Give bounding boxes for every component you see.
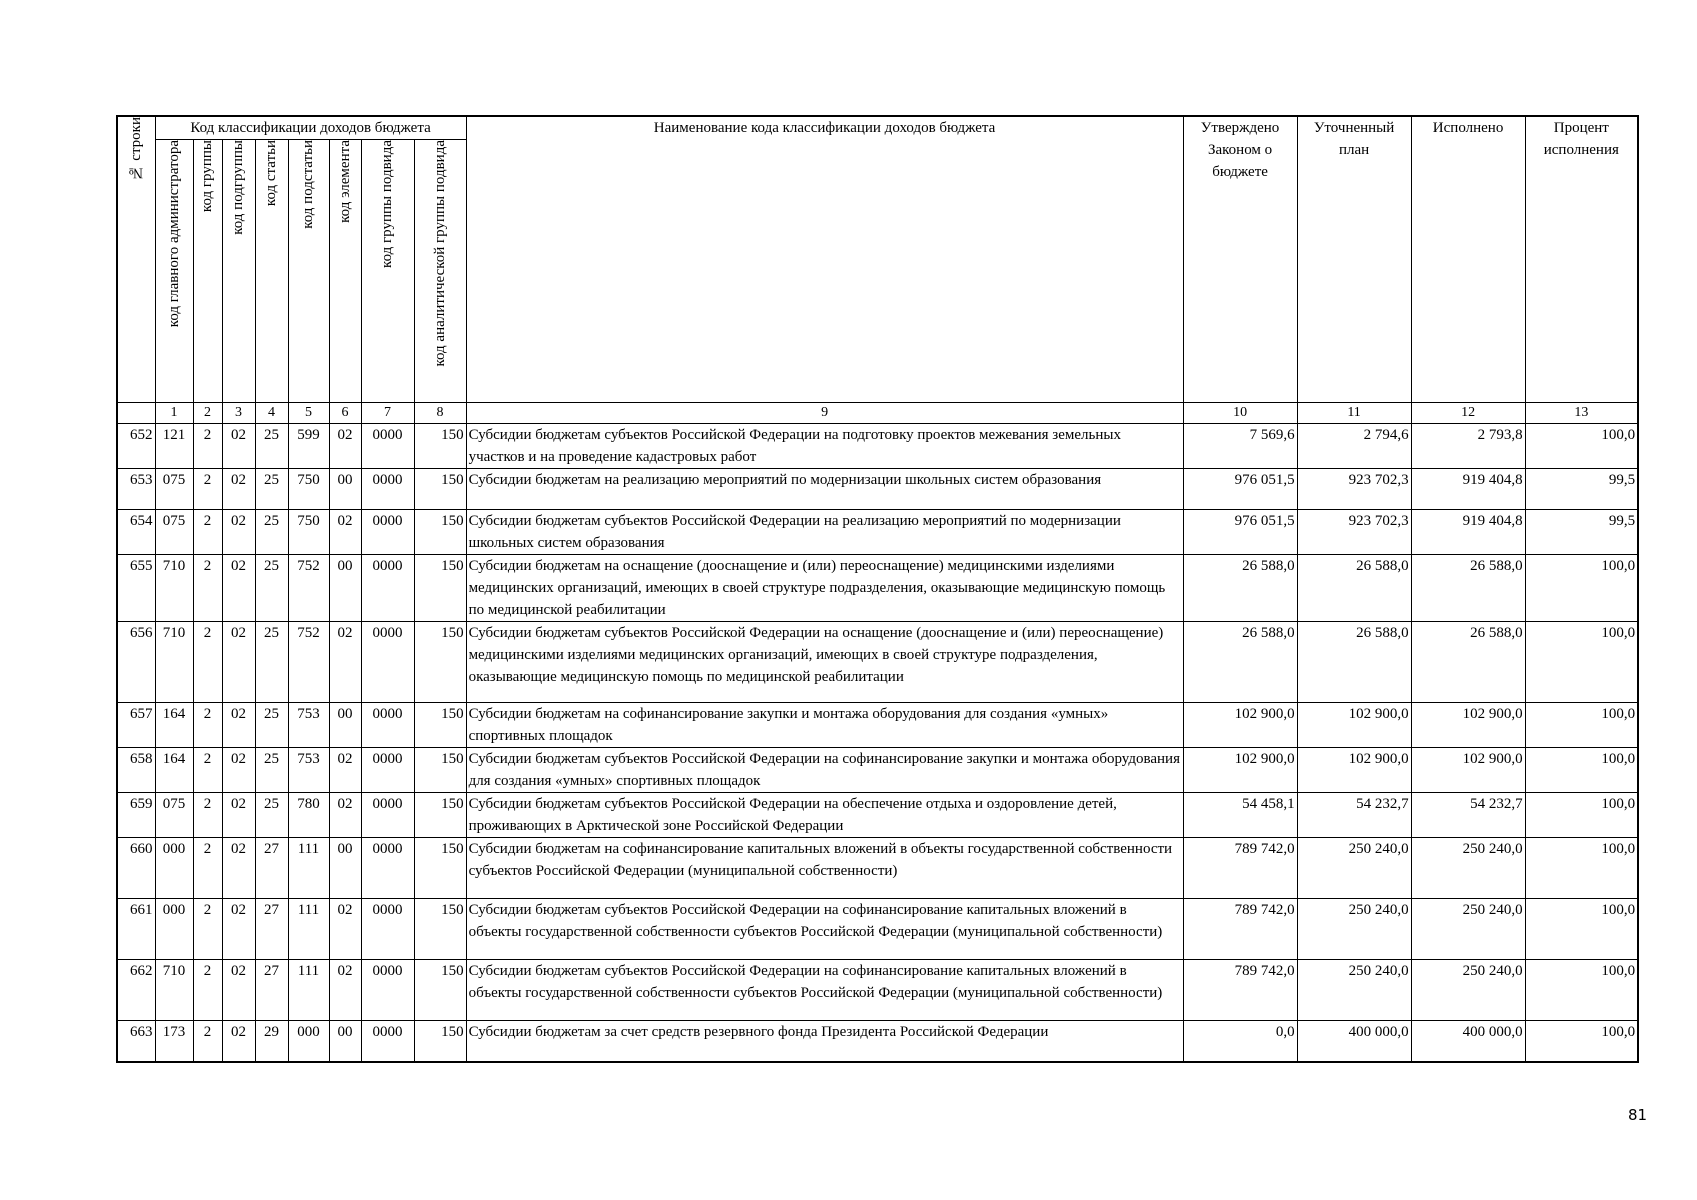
executed-amount: 102 900,0 (1411, 748, 1525, 793)
code-group: 2 (193, 424, 222, 469)
row-number: 663 (117, 1021, 155, 1062)
refined-amount: 250 240,0 (1297, 838, 1411, 899)
row-number: 658 (117, 748, 155, 793)
header-code-analytic-group (414, 140, 466, 403)
refined-amount: 250 240,0 (1297, 960, 1411, 1021)
code-article: 25 (255, 703, 288, 748)
table-row (117, 748, 1638, 793)
header-refined-plan: Уточненный план (1297, 116, 1411, 403)
code-subgroup: 02 (222, 1021, 255, 1062)
code-admin: 121 (155, 424, 193, 469)
code-element: 02 (329, 960, 361, 1021)
code-article: 27 (255, 838, 288, 899)
revenue-name: Субсидии бюджетам субъектов Российской Федерации на подготовку проектов межевания земельных участков и на проведение кадастровых работ (466, 424, 1183, 469)
row-number: 659 (117, 793, 155, 838)
table-body (117, 403, 1638, 1062)
code-admin: 164 (155, 748, 193, 793)
column-number: 13 (1525, 403, 1638, 424)
code-analytic-group: 150 (414, 748, 466, 793)
table-row (117, 838, 1638, 899)
code-admin: 000 (155, 838, 193, 899)
approved-amount: 26 588,0 (1183, 622, 1297, 703)
column-number: 11 (1297, 403, 1411, 424)
code-article: 25 (255, 469, 288, 510)
code-article: 25 (255, 424, 288, 469)
header-code-subgroup (222, 140, 255, 403)
code-analytic-group: 150 (414, 469, 466, 510)
code-subtype-group: 0000 (361, 424, 414, 469)
code-element: 02 (329, 748, 361, 793)
code-admin: 075 (155, 469, 193, 510)
code-analytic-group: 150 (414, 424, 466, 469)
code-analytic-group: 150 (414, 899, 466, 960)
revenue-name: Субсидии бюджетам субъектов Российской Федерации на обеспечение отдыха и оздоровление детей, проживающих в Арктической зоне Российской Федерации (466, 793, 1183, 838)
row-number: 660 (117, 838, 155, 899)
executed-amount: 250 240,0 (1411, 960, 1525, 1021)
header-row-number (117, 116, 155, 403)
column-number: 12 (1411, 403, 1525, 424)
code-group: 2 (193, 555, 222, 622)
approved-amount: 26 588,0 (1183, 555, 1297, 622)
executed-amount: 919 404,8 (1411, 469, 1525, 510)
code-analytic-group: 150 (414, 555, 466, 622)
column-number: 7 (361, 403, 414, 424)
code-subarticle: 752 (288, 622, 329, 703)
code-subarticle: 780 (288, 793, 329, 838)
approved-amount: 789 742,0 (1183, 899, 1297, 960)
header-code-subtype-group-label: код группы подвида (379, 140, 395, 268)
header-code-element (329, 140, 361, 403)
table-row (117, 555, 1638, 622)
code-article: 27 (255, 960, 288, 1021)
approved-amount: 0,0 (1183, 1021, 1297, 1062)
column-number: 1 (155, 403, 193, 424)
column-number: 3 (222, 403, 255, 424)
code-element: 02 (329, 899, 361, 960)
refined-amount: 250 240,0 (1297, 899, 1411, 960)
code-subtype-group: 0000 (361, 960, 414, 1021)
header-approved: Утверждено Законом о бюджете (1183, 116, 1297, 403)
row-number: 653 (117, 469, 155, 510)
code-subtype-group: 0000 (361, 703, 414, 748)
code-article: 25 (255, 748, 288, 793)
table-row (117, 703, 1638, 748)
header-executed: Исполнено (1411, 116, 1525, 403)
percent-executed: 100,0 (1525, 703, 1638, 748)
code-article: 25 (255, 793, 288, 838)
refined-amount: 923 702,3 (1297, 510, 1411, 555)
code-admin: 075 (155, 793, 193, 838)
header-name-column: Наименование кода классификации доходов бюджета (466, 116, 1183, 403)
code-subarticle: 599 (288, 424, 329, 469)
revenue-name: Субсидии бюджетам субъектов Российской Федерации на софинансирование капитальных вложений в объекты государственной собственности субъектов Российской Федерации (муниципальной собственности) (466, 899, 1183, 960)
revenue-name: Субсидии бюджетам субъектов Российской Федерации на софинансирование закупки и монтажа оборудования для создания «умных» спортивных площадок (466, 748, 1183, 793)
code-subtype-group: 0000 (361, 510, 414, 555)
code-group: 2 (193, 838, 222, 899)
table-row (117, 960, 1638, 1021)
code-subgroup: 02 (222, 469, 255, 510)
refined-amount: 26 588,0 (1297, 555, 1411, 622)
row-number: 655 (117, 555, 155, 622)
code-subtype-group: 0000 (361, 793, 414, 838)
executed-amount: 400 000,0 (1411, 1021, 1525, 1062)
header-code-subtype-group (361, 140, 414, 403)
row-number: 652 (117, 424, 155, 469)
code-element: 00 (329, 703, 361, 748)
header-code-element-label: код элемента (336, 140, 353, 223)
code-analytic-group: 150 (414, 960, 466, 1021)
column-number: 2 (193, 403, 222, 424)
header-code-article (255, 140, 288, 403)
code-admin: 000 (155, 899, 193, 960)
code-admin: 075 (155, 510, 193, 555)
table-row (117, 510, 1638, 555)
code-element: 02 (329, 424, 361, 469)
code-group: 2 (193, 469, 222, 510)
table-row (117, 424, 1638, 469)
table-row (117, 1021, 1638, 1062)
code-element: 00 (329, 1021, 361, 1062)
code-subgroup: 02 (222, 555, 255, 622)
code-admin: 173 (155, 1021, 193, 1062)
refined-amount: 26 588,0 (1297, 622, 1411, 703)
code-subtype-group: 0000 (361, 838, 414, 899)
executed-amount: 250 240,0 (1411, 838, 1525, 899)
percent-executed: 100,0 (1525, 899, 1638, 960)
revenue-name: Субсидии бюджетам субъектов Российской Федерации на софинансирование капитальных вложений в объекты государственной собственности субъектов Российской Федерации (муниципальной собственности) (466, 960, 1183, 1021)
code-article: 25 (255, 622, 288, 703)
revenue-name: Субсидии бюджетам за счет средств резервного фонда Президента Российской Федерации (466, 1021, 1183, 1062)
code-group: 2 (193, 622, 222, 703)
code-group: 2 (193, 703, 222, 748)
revenue-name: Субсидии бюджетам на софинансирование капитальных вложений в объекты государственной собственности субъектов Российской Федерации (муниципальной собственности) (466, 838, 1183, 899)
code-group: 2 (193, 1021, 222, 1062)
header-percent: Процент исполнения (1525, 116, 1638, 403)
code-subarticle: 752 (288, 555, 329, 622)
code-analytic-group: 150 (414, 838, 466, 899)
code-element: 00 (329, 838, 361, 899)
code-element: 02 (329, 510, 361, 555)
column-number: 10 (1183, 403, 1297, 424)
header-code-subgroup-label: код подгруппы (230, 140, 246, 235)
percent-executed: 100,0 (1525, 622, 1638, 703)
executed-amount: 250 240,0 (1411, 899, 1525, 960)
code-subarticle: 000 (288, 1021, 329, 1062)
code-subtype-group: 0000 (361, 748, 414, 793)
code-element: 02 (329, 793, 361, 838)
code-group: 2 (193, 899, 222, 960)
code-element: 00 (329, 555, 361, 622)
refined-amount: 54 232,7 (1297, 793, 1411, 838)
column-number: 6 (329, 403, 361, 424)
code-subgroup: 02 (222, 510, 255, 555)
refined-amount: 2 794,6 (1297, 424, 1411, 469)
code-subarticle: 750 (288, 510, 329, 555)
code-article: 27 (255, 899, 288, 960)
header-code-admin (155, 140, 193, 403)
code-group: 2 (193, 510, 222, 555)
approved-amount: 7 569,6 (1183, 424, 1297, 469)
table-row (117, 899, 1638, 960)
row-number: 656 (117, 622, 155, 703)
percent-executed: 100,0 (1525, 1021, 1638, 1062)
table-row (117, 793, 1638, 838)
code-subgroup: 02 (222, 622, 255, 703)
code-analytic-group: 150 (414, 793, 466, 838)
revenue-name: Субсидии бюджетам на оснащение (дооснащение и (или) переоснащение) медицинскими изделиями медицинских организаций, имеющих в своей структуре подразделения, оказывающие медицинскую помощь по медицинской реабилитации (466, 555, 1183, 622)
approved-amount: 976 051,5 (1183, 510, 1297, 555)
code-admin: 164 (155, 703, 193, 748)
executed-amount: 26 588,0 (1411, 555, 1525, 622)
executed-amount: 26 588,0 (1411, 622, 1525, 703)
revenue-name: Субсидии бюджетам на реализацию мероприятий по модернизации школьных систем образования (466, 469, 1183, 510)
code-subtype-group: 0000 (361, 469, 414, 510)
percent-executed: 100,0 (1525, 424, 1638, 469)
column-number: 8 (414, 403, 466, 424)
header-row-number-label: № строки (127, 117, 144, 181)
header-code-group-label: код группы (199, 140, 215, 213)
refined-amount: 102 900,0 (1297, 748, 1411, 793)
percent-executed: 99,5 (1525, 469, 1638, 510)
page-number: 81 (1628, 1106, 1648, 1124)
header-code-subarticle-label: код подстатьи (300, 140, 316, 229)
header-code-article-label: код статьи (263, 140, 279, 207)
percent-executed: 100,0 (1525, 555, 1638, 622)
executed-amount: 2 793,8 (1411, 424, 1525, 469)
row-number: 662 (117, 960, 155, 1021)
revenue-name: Субсидии бюджетам на софинансирование закупки и монтажа оборудования для создания «умных» спортивных площадок (466, 703, 1183, 748)
row-number: 654 (117, 510, 155, 555)
executed-amount: 919 404,8 (1411, 510, 1525, 555)
code-subarticle: 750 (288, 469, 329, 510)
code-subtype-group: 0000 (361, 899, 414, 960)
code-analytic-group: 150 (414, 1021, 466, 1062)
code-subgroup: 02 (222, 424, 255, 469)
percent-executed: 100,0 (1525, 793, 1638, 838)
approved-amount: 54 458,1 (1183, 793, 1297, 838)
header-code-subarticle (288, 140, 329, 403)
revenue-table (116, 115, 1639, 1063)
code-article: 29 (255, 1021, 288, 1062)
percent-executed: 99,5 (1525, 510, 1638, 555)
code-analytic-group: 150 (414, 510, 466, 555)
column-number: 4 (255, 403, 288, 424)
table-row (117, 622, 1638, 703)
header-classification-group: Код классификации доходов бюджета (155, 116, 466, 140)
executed-amount: 102 900,0 (1411, 703, 1525, 748)
header-code-admin-label: код главного администратора (165, 140, 182, 328)
code-subtype-group: 0000 (361, 1021, 414, 1062)
code-subarticle: 111 (288, 899, 329, 960)
code-subarticle: 111 (288, 838, 329, 899)
code-group: 2 (193, 960, 222, 1021)
refined-amount: 400 000,0 (1297, 1021, 1411, 1062)
code-subgroup: 02 (222, 703, 255, 748)
code-analytic-group: 150 (414, 622, 466, 703)
code-article: 25 (255, 510, 288, 555)
code-subarticle: 111 (288, 960, 329, 1021)
code-admin: 710 (155, 622, 193, 703)
percent-executed: 100,0 (1525, 960, 1638, 1021)
column-numbers-row (117, 403, 1638, 424)
code-admin: 710 (155, 960, 193, 1021)
code-subtype-group: 0000 (361, 555, 414, 622)
approved-amount: 789 742,0 (1183, 838, 1297, 899)
code-subarticle: 753 (288, 748, 329, 793)
code-group: 2 (193, 748, 222, 793)
code-subgroup: 02 (222, 793, 255, 838)
column-number: 9 (466, 403, 1183, 424)
approved-amount: 789 742,0 (1183, 960, 1297, 1021)
approved-amount: 976 051,5 (1183, 469, 1297, 510)
code-element: 00 (329, 469, 361, 510)
refined-amount: 923 702,3 (1297, 469, 1411, 510)
approved-amount: 102 900,0 (1183, 703, 1297, 748)
code-group: 2 (193, 793, 222, 838)
approved-amount: 102 900,0 (1183, 748, 1297, 793)
code-subgroup: 02 (222, 838, 255, 899)
code-analytic-group: 150 (414, 703, 466, 748)
executed-amount: 54 232,7 (1411, 793, 1525, 838)
code-subgroup: 02 (222, 748, 255, 793)
code-subtype-group: 0000 (361, 622, 414, 703)
column-number: 5 (288, 403, 329, 424)
code-subgroup: 02 (222, 899, 255, 960)
row-number: 657 (117, 703, 155, 748)
row-number: 661 (117, 899, 155, 960)
refined-amount: 102 900,0 (1297, 703, 1411, 748)
revenue-name: Субсидии бюджетам субъектов Российской Федерации на оснащение (дооснащение и (или) переоснащение) медицинскими изделиями медицинских организаций, имеющих в своей структуре подразделения, оказывающие медицинскую помощь по медицинской реабилитации (466, 622, 1183, 703)
percent-executed: 100,0 (1525, 838, 1638, 899)
header-code-group (193, 140, 222, 403)
code-subgroup: 02 (222, 960, 255, 1021)
table-row (117, 469, 1638, 510)
revenue-name: Субсидии бюджетам субъектов Российской Федерации на реализацию мероприятий по модернизации школьных систем образования (466, 510, 1183, 555)
code-subarticle: 753 (288, 703, 329, 748)
percent-executed: 100,0 (1525, 748, 1638, 793)
code-article: 25 (255, 555, 288, 622)
code-element: 02 (329, 622, 361, 703)
column-number (117, 403, 155, 424)
header-code-analytic-group-label: код аналитической группы подвида (431, 140, 448, 367)
code-admin: 710 (155, 555, 193, 622)
